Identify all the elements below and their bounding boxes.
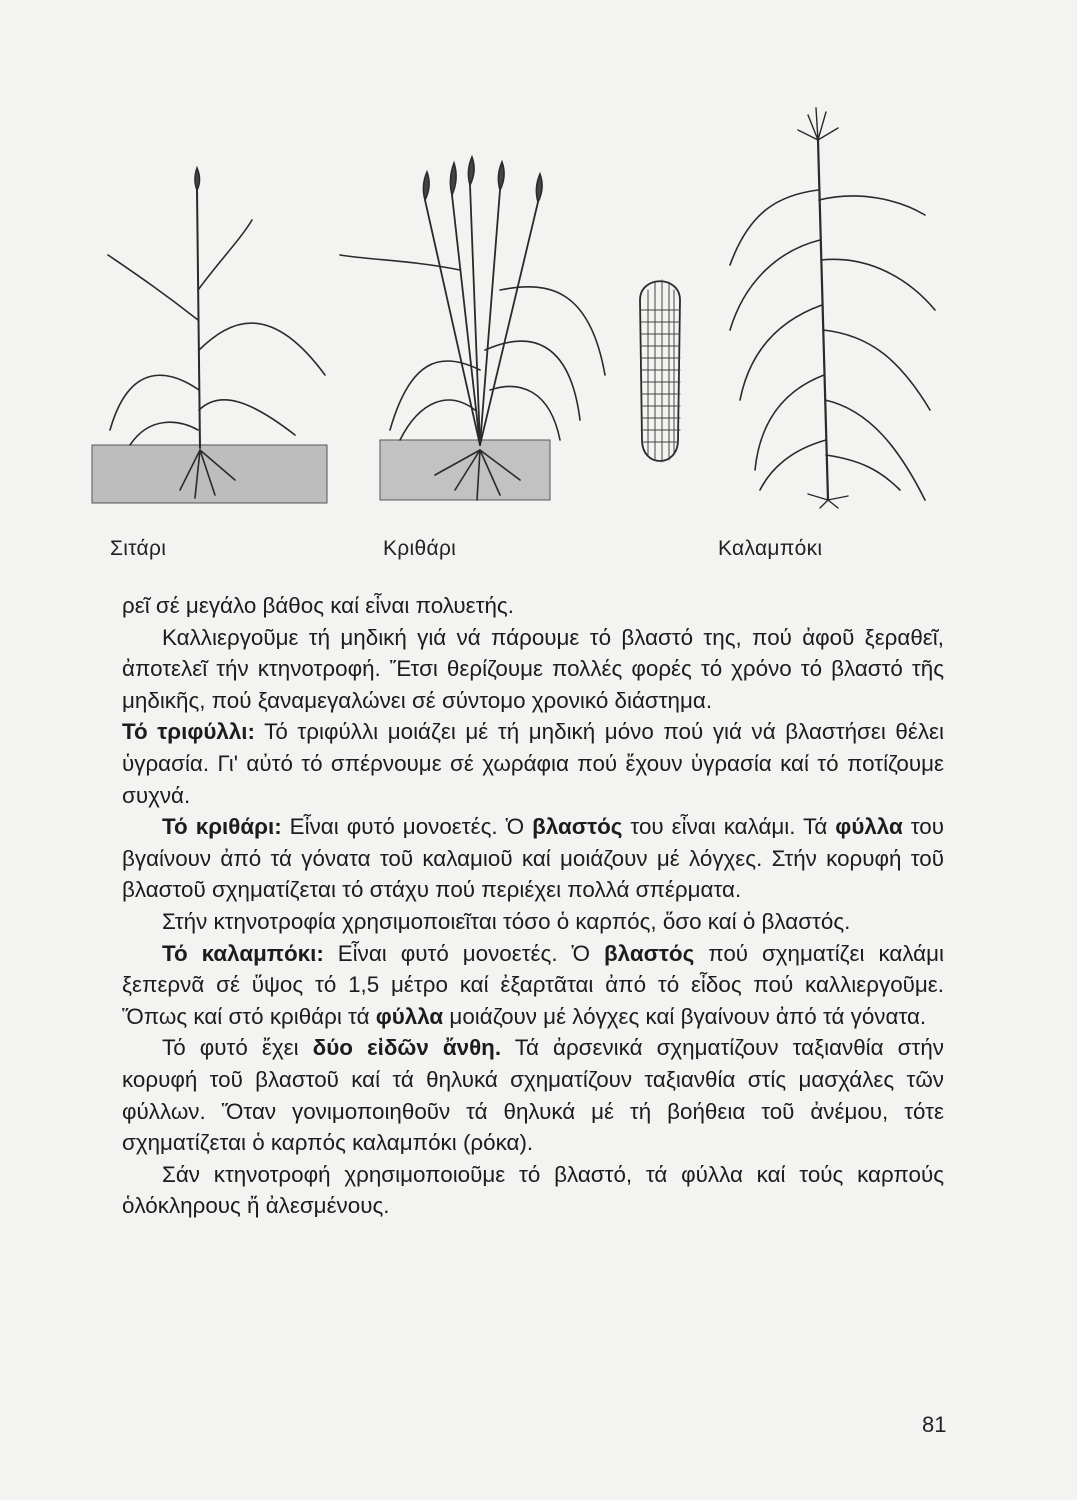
heading-clover: Τό τριφύλλι: <box>122 719 255 745</box>
crop-illustrations <box>80 90 970 530</box>
paragraph-barley: Τό κριθάρι: Εἶναι φυτό μονοετές. Ὁ βλαστός του εἶναι καλάμι. Τά φύλλα του βγαίνουν ἀπό τά γόνατα τοῦ καλαμιοῦ καί μοιάζουν μέ λόγχες. Στήν κορυφή τοῦ βλαστοῦ σχηματίζεται τό στάχυ πού περιέχει πολλά σπέρματα. <box>122 814 944 903</box>
barley-plant-icon <box>340 157 605 500</box>
paragraph-corn-feed: Σάν κτηνοτροφή χρησιμοποιοῦμε τό βλαστό, τά φύλλα καί τούς καρπούς ὁλόκληρους ἤ ἀλεσμένους. <box>122 1161 944 1219</box>
paragraph-clover: Τό τριφύλλι: Τό τριφύλλι μοιάζει μέ τή μηδική μόνο πού γιά νά βλαστήσει θέλει ὑγρασία. Γι' αὐτό τό σπέρνουμε σέ χωράφια πού ἔχουν ὑγρασία καί τό ποτίζουμε συχνά. <box>122 719 945 808</box>
caption-barley: Κριθάρι <box>383 537 457 560</box>
term-stem: βλαστός <box>603 940 695 966</box>
paragraph-corn: Τό καλαμπόκι: Εἶναι φυτό μονοετές. Ὁ βλαστός πού σχηματίζει καλάμι ξεπερνᾶ σέ ὕψος τό 1,5 μέτρο καί ἐξαρτᾶται ἀπό τό εἶδος πού καλλιεργοῦμε. Ὅπως καί στό κριθάρι τά φύλλα μοιάζουν μέ λόγχες καί βγαίνουν ἀπό τά γόνατα. <box>122 940 944 1029</box>
term-two-flowers: δύο εἰδῶν ἄνθη. <box>312 1035 502 1061</box>
caption-corn: Καλαμπόκι <box>718 537 823 560</box>
paragraph-alfalfa-end: ρεῖ σέ μεγάλο βάθος καί εἶναι πολυετής. <box>122 593 514 618</box>
corn-cob-icon <box>640 280 680 462</box>
caption-wheat: Σιτάρι <box>110 537 167 560</box>
term-stem: βλαστός <box>532 814 623 840</box>
corn-plant-icon <box>730 108 935 508</box>
plants-drawing <box>80 90 970 530</box>
heading-corn: Τό καλαμπόκι: <box>162 940 324 966</box>
paragraph-barley-feed: Στήν κτηνοτροφία χρησιμοποιεῖται τόσο ὁ καρπός, ὅσο καί ὁ βλαστός. <box>162 908 851 934</box>
term-leaves: φύλλα <box>835 814 903 840</box>
heading-barley: Τό κριθάρι: <box>162 814 282 840</box>
page-number: 81 <box>922 1412 947 1437</box>
paragraph-corn-flowers: Τό φυτό ἔχει δύο εἰδῶν ἄνθη. Τά ἀρσενικά σχηματίζουν ταξιανθία στήν κορυφή τοῦ βλαστοῦ καί τά θηλυκά σχηματίζουν ταξιανθία στίς μασχάλες τῶν φύλλων. Ὅταν γονιμοποιηθοῦν τά θηλυκά μέ τή βοήθεια τοῦ ἀνέμου, τότε σχηματίζεται ὁ καρπός καλαμπόκι (ρόκα). <box>122 1035 944 1156</box>
paragraph-alfalfa-use: Καλλιεργοῦμε τή μηδική γιά νά πάρουμε τό βλαστό της, πού ἀφοῦ ξεραθεῖ, ἀποτελεῖ τήν κτηνοτροφή. Ἔτσι θερίζουμε πολλές φορές τό χρόνο τό βλαστό τῆς μηδικῆς, πού ξαναμεγαλώνει σέ σύντομο χρονικό διάστημα. <box>122 624 944 713</box>
term-leaves: φύλλα <box>375 1003 444 1029</box>
body-text <box>122 590 944 1222</box>
wheat-plant-icon <box>92 168 327 503</box>
